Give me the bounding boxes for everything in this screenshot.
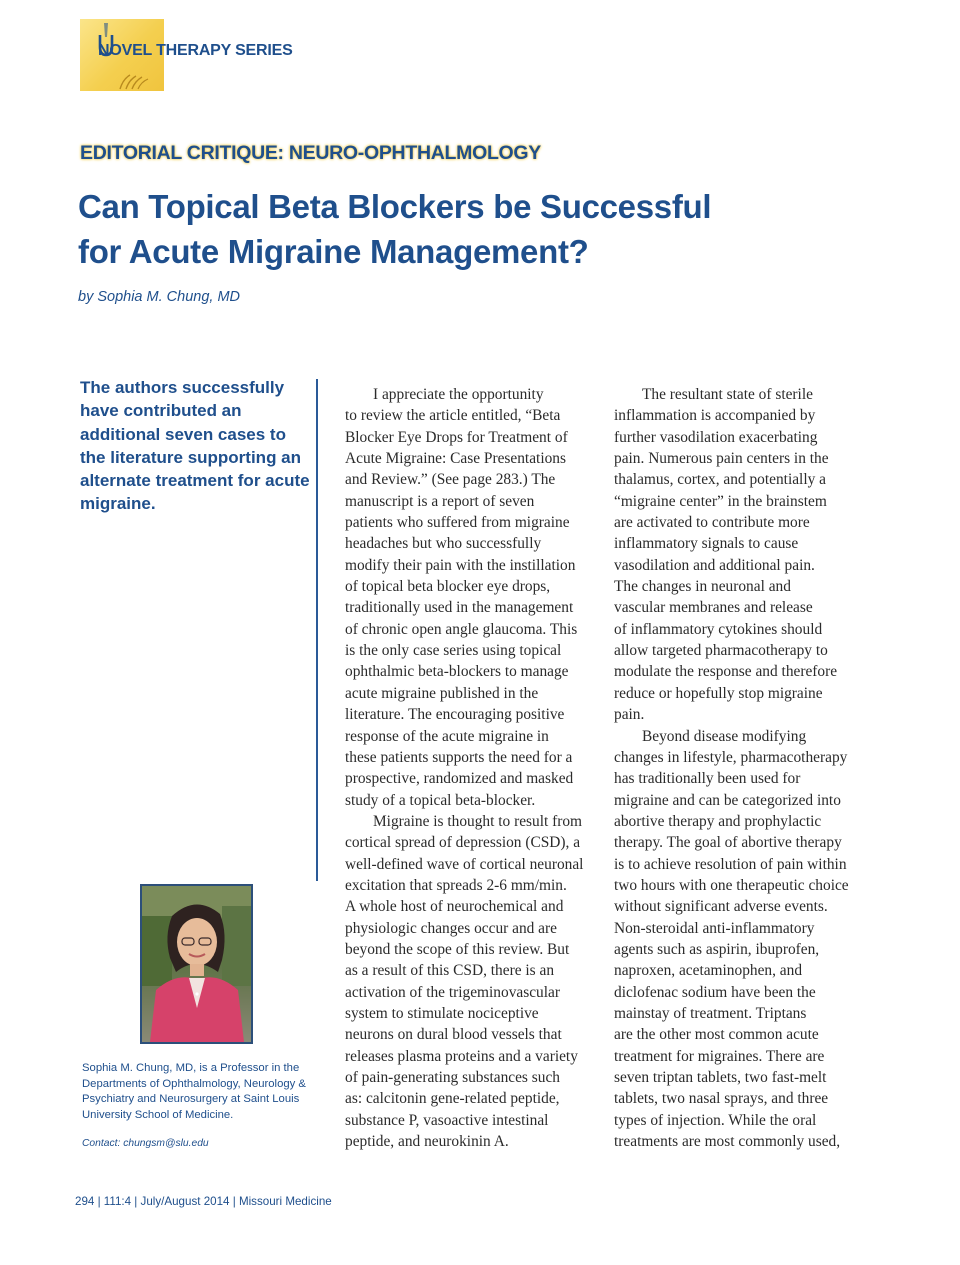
article-line: are the other most common acute [614,1026,819,1044]
article-line: beyond the scope of this review. But [345,940,570,958]
article-line: releases plasma proteins and a variety [345,1047,578,1065]
article-line: inflammatory signals to cause [614,535,799,553]
article-line: and Review.” (See page 283.) The [345,471,556,489]
article-line: as: calcitonin gene-related peptide, [345,1090,560,1108]
article-line: substance P, vasoactive intestinal [345,1111,549,1129]
article-line: patients who suffered from migraine [345,514,570,532]
article-line: pain. Numerous pain centers in the [614,450,829,468]
article-line: vascular membranes and release [614,599,813,617]
pull-quote: The authors successfully have contributed an additional seven cases to the literature supporting an alternate treatment for acute migraine. [80,378,310,514]
article-line: migraine and can be categorized into [614,791,841,809]
article-title-line: for Acute Migraine Management? [78,233,589,270]
article-line: allow targeted pharmacotherapy to [614,642,828,660]
article-line: therapy. The goal of abortive therapy [614,834,842,852]
page-footer: 294 | 111:4 | July/August 2014 | Missouri Medicine [75,1195,332,1208]
article-line: has traditionally been used for [614,770,801,788]
author-bio: Sophia M. Chung, MD, is a Professor in the Departments of Ophthalmology, Neurology & Psychiatry and Neurosurgery at Saint Louis University School of Medicine. [82,1062,306,1121]
byline: by Sophia M. Chung, MD [78,289,240,305]
article-line: ophthalmic beta-blockers to manage [345,663,569,681]
article-line: Beyond disease modifying [642,727,807,745]
article-line: as a result of this CSD, there is an [345,962,555,980]
article-line: of topical beta blocker eye drops, [345,578,551,596]
article-line: Acute Migraine: Case Presentations [345,450,566,468]
column-divider [316,379,318,881]
article-line: A whole host of neurochemical and [345,898,564,916]
article-line: treatments are most commonly used, [614,1133,841,1151]
article-line: abortive therapy and prophylactic [614,812,822,830]
article-line: of inflammatory cytokines should [614,620,823,638]
article-line: neurons on dural blood vessels that [345,1026,562,1044]
article-line: excitation that spreads 2-6 mm/min. [345,876,567,894]
article-line: physiologic changes occur and are [345,919,557,937]
series-label: NOVEL THERAPY SERIES [98,42,293,59]
article-line: is to achieve resolution of pain within [614,855,847,873]
article-line: to review the article entitled, “Beta [345,407,561,425]
article-line: modify their pain with the instillation [345,556,576,574]
article-line: vasodilation and additional pain. [614,556,815,574]
article-line: pain. [614,706,645,724]
article-line: manuscript is a report of seven [345,492,535,510]
article-line: two hours with one therapeutic choice [614,876,849,894]
article-line: well-defined wave of cortical neuronal [345,855,584,873]
article-line: seven triptan tablets, two fast-melt [614,1069,827,1086]
article-column-2 [614,384,874,1152]
article-line: diclofenac sodium have been the [614,983,816,1001]
article-line: headaches but who successfully [345,535,542,553]
article-line: The resultant state of sterile [642,386,813,403]
article-line: I appreciate the opportunity [373,386,544,403]
article-line: system to stimulate nociceptive [345,1004,539,1022]
article-line: of chronic open angle glaucoma. This [345,620,578,638]
article-line: of pain-generating substances such [345,1069,560,1086]
article-line: prospective, randomized and masked [345,770,574,788]
article-title-line: Can Topical Beta Blockers be Successful [78,188,712,225]
article-line: “migraine center” in the brainstem [614,492,827,510]
article-line: Non-steroidal anti-inflammatory [614,919,815,937]
author-photo [140,884,253,1044]
article-line: reduce or hopefully stop migraine [614,684,823,702]
article-line: agents such as aspirin, ibuprofen, [614,940,820,958]
article-line: these patients supports the need for a [345,748,573,766]
article-line: response of the acute migraine in [345,727,549,745]
article-line: literature. The encouraging positive [345,706,565,724]
article-column-1 [345,384,597,1152]
section-label: EDITORIAL CRITIQUE: NEURO-OPHTHALMOLOGY [80,142,541,164]
article-line: study of a topical beta-blocker. [345,791,536,809]
article-line: thalamus, cortex, and potentially a [614,471,826,489]
article-line: inflammation is accompanied by [614,407,816,425]
article-line: cortical spread of depression (CSD), a [345,834,581,852]
article-line: mainstay of treatment. Triptans [614,1004,807,1022]
author-contact: Contact: chungsm@slu.edu [82,1138,209,1149]
article-line: are activated to contribute more [614,514,810,532]
article-line: Migraine is thought to result from [373,812,583,830]
article-line: The changes in neuronal and [614,578,791,596]
article-line: without significant adverse events. [614,898,828,916]
article-line: tablets, two nasal sprays, and three [614,1090,829,1108]
author-portrait-graphic [142,886,251,1042]
article-line: changes in lifestyle, pharmacotherapy [614,748,848,766]
article-line: Blocker Eye Drops for Treatment of [345,428,568,446]
article-line: modulate the response and therefore [614,663,838,681]
article-line: further vasodilation exacerbating [614,428,818,446]
article-line: treatment for migraines. There are [614,1047,825,1065]
article-line: activation of the trigeminovascular [345,983,560,1001]
article-line: naproxen, acetaminophen, and [614,962,803,980]
article-title [78,184,778,274]
article-line: acute migraine published in the [345,684,539,702]
article-line: types of injection. While the oral [614,1111,817,1129]
article-line: peptide, and neurokinin A. [345,1133,509,1151]
article-line: is the only case series using topical [345,642,562,660]
article-line: traditionally used in the management [345,599,574,617]
